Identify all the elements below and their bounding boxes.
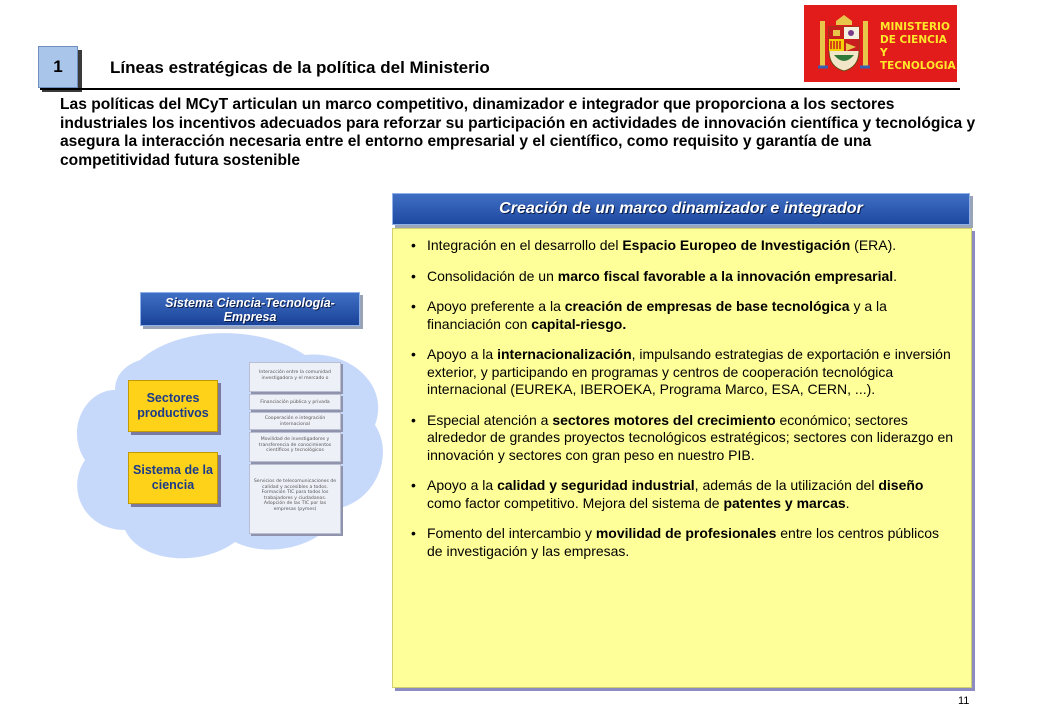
bullet-list — [407, 237, 957, 560]
bullet-text: . — [893, 267, 898, 284]
bullet-text: Apoyo preferente a la — [427, 298, 565, 314]
bullet-bold-text: Espacio Europeo de Investigación — [622, 237, 851, 253]
bullet-dot: • — [411, 298, 416, 314]
bullet-item — [407, 346, 957, 399]
bullet-item — [407, 525, 957, 560]
bullet-text: Apoyo a la — [427, 346, 498, 362]
bullet-text: Consolidación de un — [427, 267, 558, 284]
intro-paragraph: Las políticas del MCyT articulan un marco competitivo, dinamizador e integrador que proporciona a los sectores industriales los incentivos adecuados para reforzar su participación en actividades de innovación científica y tecnológica y asegura la interacción necesaria entre el entorno empresarial y el científico, como requisito y garantía de una competitividad futura sostenible — [60, 96, 976, 169]
bullet-text: y a la financiación con — [427, 298, 887, 332]
logo-line: DE CIENCIA — [880, 34, 947, 46]
logo-line: MINISTERIO — [880, 21, 950, 33]
bullet-dot: • — [411, 411, 416, 428]
logo-line: Y TECNOLOGIA — [880, 47, 956, 72]
bullet-bold-text: patentes y marcas — [723, 494, 846, 511]
sistema-ciencia-box: Sistema de la ciencia — [128, 452, 218, 504]
ministry-logo — [804, 5, 957, 82]
bullet-bold-text: sectores motores del crecimiento — [552, 411, 776, 428]
title-divider — [40, 88, 960, 90]
page-title: Líneas estratégicas de la política del Ministerio — [110, 58, 490, 77]
bullet-dot: • — [411, 477, 416, 493]
page-number: 11 — [958, 695, 970, 707]
bullet-bold-text: internacionalización — [497, 346, 632, 362]
cloud-shape — [70, 330, 390, 570]
bullet-text: , además de la utilización del — [694, 477, 879, 493]
bullet-bold-text: calidad y seguridad industrial — [497, 477, 695, 493]
bullet-text: entre los centros públicos de investigación y las empresas. — [427, 525, 939, 559]
bullet-bold-text: marco fiscal favorable a la innovación empresarial — [557, 267, 894, 284]
mini-item: Servicios de telecomunicaciones de calidad y accesibles a todos. Formación TIC para todos los trabajadores y ciudadanos. Adopción de las TIC por las empresas (pymes) — [249, 464, 341, 534]
bullet-text: Apoyo a la — [427, 477, 498, 493]
bullet-bold-text: diseño — [878, 477, 924, 493]
bullet-text: (ERA). — [850, 237, 897, 253]
bullet-bold-text: creación de empresas de base tecnológica — [564, 298, 850, 314]
bullet-item — [407, 477, 957, 512]
bullet-dot: • — [411, 267, 416, 284]
mini-item: Interacción entre la comunidad investigadora y el mercado o — [249, 362, 341, 392]
bullet-text: , impulsando estrategias de exportación e inversión exterior, y participando en programas y centros de cooperación tecnológica internacional (EUREKA, IBEROEKA, Programa Marco, ESA, CERN, ...). — [427, 346, 951, 397]
bullet-text: como factor competitivo. Mejora del sistema de — [427, 494, 724, 511]
logo-text — [880, 21, 957, 73]
mini-item: Financiación pública y privada — [249, 394, 341, 410]
panel-header: Creación de un marco dinamizador e integrador — [392, 193, 970, 225]
bullet-dot: • — [411, 525, 416, 541]
mini-item: Cooperación e integración internacional — [249, 412, 341, 430]
bullet-item — [407, 298, 957, 333]
system-title-banner: Sistema Ciencia-Tecnología-Empresa — [140, 292, 360, 326]
bullet-item — [407, 268, 957, 286]
bullet-text: Especial atención a — [427, 411, 553, 428]
mini-item: Movilidad de investigadores y transferencia de conocimientos científicos y tecnológicos — [249, 432, 341, 462]
bullet-text: Integración en el desarrollo del — [427, 237, 623, 253]
sectores-productivos-box: Sectores productivos — [128, 380, 218, 432]
bullet-bold-text: capital-riesgo. — [531, 315, 627, 332]
bullet-text: Fomento del intercambio y — [427, 525, 596, 541]
bullet-item — [407, 412, 957, 465]
bullet-bold-text: movilidad de profesionales — [595, 525, 777, 541]
bullet-text: económico; sectores alrededor de grandes proyectos tecnológicos estratégicos; sectores con liderazgo en innovación y sectores con gran peso en nuestro PIB. — [427, 411, 954, 463]
strategy-panel — [392, 228, 972, 688]
bullet-dot: • — [411, 346, 416, 362]
coat-of-arms-icon — [814, 11, 874, 77]
section-number-badge: 1 — [38, 46, 78, 88]
bullet-dot: • — [411, 237, 416, 253]
bullet-item — [407, 237, 957, 255]
bullet-text: . — [845, 494, 850, 511]
